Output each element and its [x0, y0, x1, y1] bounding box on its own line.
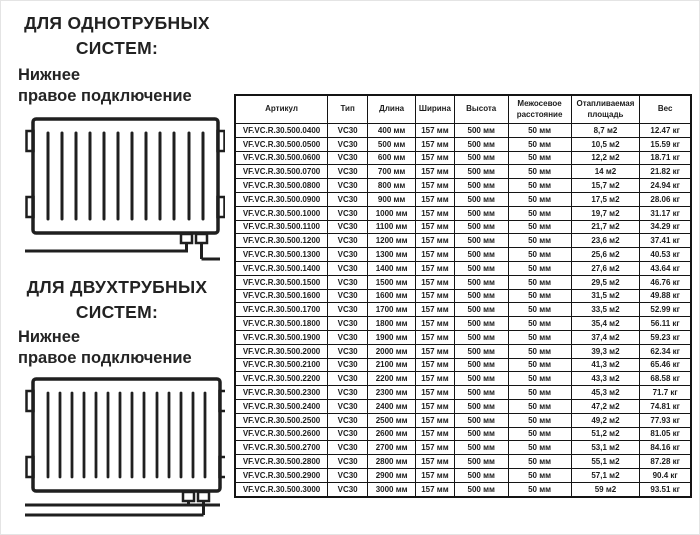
table-cell: 400 мм	[368, 124, 416, 138]
table-cell: 500 мм	[454, 303, 508, 317]
table-cell: 2100 мм	[368, 358, 416, 372]
table-cell: 500 мм	[454, 234, 508, 248]
section-title-one-pipe-line2: СИСТЕМ:	[75, 38, 159, 59]
table-cell: 800 мм	[368, 179, 416, 193]
table-cell: VF.VC.R.30.500.0400	[235, 124, 328, 138]
table-cell: 50 мм	[508, 441, 571, 455]
table-row	[235, 192, 691, 206]
table-cell: 90.4 кг	[640, 468, 691, 482]
table-cell: 84.16 кг	[640, 441, 691, 455]
table-cell: 500 мм	[454, 165, 508, 179]
table-cell: VC30	[328, 220, 368, 234]
table-cell: 1300 мм	[368, 248, 416, 262]
table-cell: 500 мм	[454, 248, 508, 262]
section-subtitle-one-pipe-line1: Нижнее	[18, 66, 81, 84]
table-cell: 50 мм	[508, 468, 571, 482]
table-cell: VF.VC.R.30.500.1100	[235, 220, 328, 234]
table-cell: 50 мм	[508, 137, 571, 151]
table-cell: 1700 мм	[368, 303, 416, 317]
table-cell: VF.VC.R.30.500.2600	[235, 427, 328, 441]
table-cell: VF.VC.R.30.500.1700	[235, 303, 328, 317]
table-cell: VF.VC.R.30.500.2800	[235, 455, 328, 469]
table-cell: VF.VC.R.30.500.3000	[235, 482, 328, 496]
table-cell: VC30	[328, 317, 368, 331]
table-cell: 39,3 м2	[571, 344, 640, 358]
table-cell: 2900 мм	[368, 468, 416, 482]
table-cell: VF.VC.R.30.500.0700	[235, 165, 328, 179]
table-cell: 157 мм	[416, 372, 455, 386]
table-cell: VC30	[328, 372, 368, 386]
table-cell: 15.59 кг	[640, 137, 691, 151]
table-cell: VC30	[328, 151, 368, 165]
table-cell: VF.VC.R.30.500.2100	[235, 358, 328, 372]
table-cell: 56.11 кг	[640, 317, 691, 331]
table-cell: 50 мм	[508, 317, 571, 331]
table-cell: 59.23 кг	[640, 330, 691, 344]
table-cell: 500 мм	[454, 261, 508, 275]
table-cell: 18.71 кг	[640, 151, 691, 165]
table-cell: VC30	[328, 275, 368, 289]
table-cell: 50 мм	[508, 455, 571, 469]
radiator-diagram-single-pipe-icon	[21, 115, 225, 265]
column-header: Вес	[640, 95, 691, 124]
table-cell: 157 мм	[416, 179, 455, 193]
table-cell: 157 мм	[416, 124, 455, 138]
table-cell: 157 мм	[416, 386, 455, 400]
section-title-two-pipe-line1: ДЛЯ ДВУХТРУБНЫХ	[26, 277, 208, 297]
table-cell: 1600 мм	[368, 289, 416, 303]
column-header: Артикул	[235, 95, 328, 124]
table-cell: 157 мм	[416, 275, 455, 289]
table-cell: VC30	[328, 468, 368, 482]
table-header-row	[235, 95, 691, 124]
column-header: Отапливаемая площадь	[571, 95, 640, 124]
table-cell: VF.VC.R.30.500.0600	[235, 151, 328, 165]
table-cell: 52.99 кг	[640, 303, 691, 317]
table-cell: 37.41 кг	[640, 234, 691, 248]
table-cell: 45,3 м2	[571, 386, 640, 400]
table-row	[235, 206, 691, 220]
table-cell: VC30	[328, 261, 368, 275]
table-cell: VC30	[328, 358, 368, 372]
table-cell: 50 мм	[508, 261, 571, 275]
table-cell: 50 мм	[508, 234, 571, 248]
table-cell: 10,5 м2	[571, 137, 640, 151]
table-cell: VC30	[328, 303, 368, 317]
table-cell: 71.7 кг	[640, 386, 691, 400]
table-cell: 8,7 м2	[571, 124, 640, 138]
table-cell: 700 мм	[368, 165, 416, 179]
table-cell: VC30	[328, 413, 368, 427]
table-cell: 59 м2	[571, 482, 640, 496]
table-cell: 500 мм	[454, 482, 508, 496]
table-cell: 21.82 кг	[640, 165, 691, 179]
table-row	[235, 151, 691, 165]
table-cell: VF.VC.R.30.500.1800	[235, 317, 328, 331]
table-cell: VF.VC.R.30.500.2900	[235, 468, 328, 482]
table-cell: 50 мм	[508, 179, 571, 193]
table-cell: 21,7 м2	[571, 220, 640, 234]
table-cell: 157 мм	[416, 303, 455, 317]
table-cell: 23,6 м2	[571, 234, 640, 248]
table-cell: VC30	[328, 344, 368, 358]
table-cell: 50 мм	[508, 289, 571, 303]
spec-table-container	[234, 94, 692, 498]
table-cell: VC30	[328, 206, 368, 220]
table-cell: 24.94 кг	[640, 179, 691, 193]
table-cell: 1200 мм	[368, 234, 416, 248]
table-cell: VF.VC.R.30.500.1300	[235, 248, 328, 262]
section-subtitle-two-pipe-line2: правое подключение	[18, 348, 192, 367]
table-cell: VC30	[328, 482, 368, 496]
table-cell: 157 мм	[416, 234, 455, 248]
column-header: Тип	[328, 95, 368, 124]
table-cell: 157 мм	[416, 344, 455, 358]
table-cell: VF.VC.R.30.500.1000	[235, 206, 328, 220]
table-cell: 900 мм	[368, 192, 416, 206]
table-cell: 50 мм	[508, 482, 571, 496]
table-cell: 157 мм	[416, 399, 455, 413]
radiator-diagram-two-pipe-icon	[21, 373, 225, 523]
table-cell: VF.VC.R.30.500.2000	[235, 344, 328, 358]
table-cell: 157 мм	[416, 192, 455, 206]
table-cell: 2400 мм	[368, 399, 416, 413]
table-row	[235, 261, 691, 275]
table-cell: 500 мм	[454, 317, 508, 331]
table-row	[235, 330, 691, 344]
table-cell: 157 мм	[416, 441, 455, 455]
table-cell: 50 мм	[508, 358, 571, 372]
table-cell: 15,7 м2	[571, 179, 640, 193]
column-header: Высота	[454, 95, 508, 124]
table-cell: 81.05 кг	[640, 427, 691, 441]
table-cell: 500 мм	[368, 137, 416, 151]
table-cell: 500 мм	[454, 386, 508, 400]
table-cell: VC30	[328, 427, 368, 441]
table-cell: 157 мм	[416, 137, 455, 151]
table-row	[235, 344, 691, 358]
table-cell: 19,7 м2	[571, 206, 640, 220]
table-row	[235, 358, 691, 372]
table-cell: VF.VC.R.30.500.1200	[235, 234, 328, 248]
table-cell: 2500 мм	[368, 413, 416, 427]
table-cell: 25,6 м2	[571, 248, 640, 262]
table-cell: 2700 мм	[368, 441, 416, 455]
table-cell: 600 мм	[368, 151, 416, 165]
table-row	[235, 275, 691, 289]
table-cell: 12.47 кг	[640, 124, 691, 138]
table-cell: 500 мм	[454, 151, 508, 165]
table-cell: 31,5 м2	[571, 289, 640, 303]
table-cell: 157 мм	[416, 330, 455, 344]
table-row	[235, 427, 691, 441]
table-row	[235, 248, 691, 262]
table-cell: 43.64 кг	[640, 261, 691, 275]
table-cell: 500 мм	[454, 275, 508, 289]
table-cell: 157 мм	[416, 317, 455, 331]
table-cell: 14 м2	[571, 165, 640, 179]
table-cell: 1500 мм	[368, 275, 416, 289]
table-cell: VF.VC.R.30.500.2500	[235, 413, 328, 427]
table-row	[235, 220, 691, 234]
table-cell: 37,4 м2	[571, 330, 640, 344]
section-subtitle-one-pipe-line2: правое подключение	[18, 86, 192, 105]
column-header: Длина	[368, 95, 416, 124]
table-cell: VF.VC.R.30.500.1600	[235, 289, 328, 303]
table-cell: VC30	[328, 248, 368, 262]
table-cell: 157 мм	[416, 427, 455, 441]
table-body	[235, 124, 691, 497]
table-cell: 1800 мм	[368, 317, 416, 331]
table-cell: VC30	[328, 441, 368, 455]
table-cell: 50 мм	[508, 344, 571, 358]
table-cell: 50 мм	[508, 386, 571, 400]
table-cell: 2000 мм	[368, 344, 416, 358]
table-cell: 50 мм	[508, 206, 571, 220]
table-cell: 157 мм	[416, 165, 455, 179]
table-cell: VC30	[328, 179, 368, 193]
table-cell: 500 мм	[454, 468, 508, 482]
table-cell: 157 мм	[416, 248, 455, 262]
column-header: Межосевое расстояние	[508, 95, 571, 124]
table-cell: 2800 мм	[368, 455, 416, 469]
table-cell: VF.VC.R.30.500.0500	[235, 137, 328, 151]
table-cell: 50 мм	[508, 330, 571, 344]
spec-table	[234, 94, 692, 498]
table-cell: 62.34 кг	[640, 344, 691, 358]
table-cell: 157 мм	[416, 482, 455, 496]
table-cell: 27,6 м2	[571, 261, 640, 275]
table-row	[235, 165, 691, 179]
table-cell: 50 мм	[508, 427, 571, 441]
section-subtitle-one-pipe	[18, 65, 226, 106]
table-cell: 50 мм	[508, 192, 571, 206]
table-cell: VF.VC.R.30.500.0800	[235, 179, 328, 193]
table-cell: 50 мм	[508, 275, 571, 289]
table-cell: 49,2 м2	[571, 413, 640, 427]
table-cell: VF.VC.R.30.500.2300	[235, 386, 328, 400]
table-cell: VC30	[328, 455, 368, 469]
table-cell: 500 мм	[454, 358, 508, 372]
table-cell: 46.76 кг	[640, 275, 691, 289]
table-cell: 500 мм	[454, 137, 508, 151]
table-cell: 500 мм	[454, 372, 508, 386]
table-cell: VC30	[328, 399, 368, 413]
table-cell: 50 мм	[508, 151, 571, 165]
table-cell: 157 мм	[416, 468, 455, 482]
table-row	[235, 303, 691, 317]
table-cell: 157 мм	[416, 206, 455, 220]
table-cell: 500 мм	[454, 427, 508, 441]
table-cell: VC30	[328, 289, 368, 303]
table-cell: 50 мм	[508, 372, 571, 386]
table-cell: VF.VC.R.30.500.1500	[235, 275, 328, 289]
table-cell: 50 мм	[508, 165, 571, 179]
table-cell: 500 мм	[454, 330, 508, 344]
table-cell: 2300 мм	[368, 386, 416, 400]
table-row	[235, 441, 691, 455]
table-cell: 2600 мм	[368, 427, 416, 441]
table-cell: 157 мм	[416, 261, 455, 275]
table-row	[235, 137, 691, 151]
table-cell: 49.88 кг	[640, 289, 691, 303]
table-row	[235, 455, 691, 469]
table-cell: 50 мм	[508, 399, 571, 413]
section-title-two-pipe	[13, 275, 221, 326]
table-cell: VF.VC.R.30.500.1400	[235, 261, 328, 275]
table-cell: 157 мм	[416, 289, 455, 303]
table-cell: 34.29 кг	[640, 220, 691, 234]
table-cell: 2200 мм	[368, 372, 416, 386]
table-cell: VC30	[328, 330, 368, 344]
table-cell: 500 мм	[454, 179, 508, 193]
table-row	[235, 179, 691, 193]
table-row	[235, 317, 691, 331]
table-cell: 29,5 м2	[571, 275, 640, 289]
table-cell: 157 мм	[416, 220, 455, 234]
table-row	[235, 372, 691, 386]
table-cell: 50 мм	[508, 413, 571, 427]
table-cell: 87.28 кг	[640, 455, 691, 469]
table-cell: VC30	[328, 386, 368, 400]
table-cell: 157 мм	[416, 413, 455, 427]
table-cell: 1000 мм	[368, 206, 416, 220]
table-cell: VC30	[328, 234, 368, 248]
table-cell: 3000 мм	[368, 482, 416, 496]
table-cell: 50 мм	[508, 124, 571, 138]
table-cell: 50 мм	[508, 220, 571, 234]
table-cell: VC30	[328, 137, 368, 151]
table-cell: 65.46 кг	[640, 358, 691, 372]
table-cell: 500 мм	[454, 399, 508, 413]
table-row	[235, 482, 691, 496]
table-row	[235, 399, 691, 413]
table-cell: 500 мм	[454, 441, 508, 455]
table-cell: VF.VC.R.30.500.0900	[235, 192, 328, 206]
table-cell: 77.93 кг	[640, 413, 691, 427]
table-cell: 12,2 м2	[571, 151, 640, 165]
table-cell: 51,2 м2	[571, 427, 640, 441]
table-row	[235, 234, 691, 248]
table-row	[235, 413, 691, 427]
table-cell: 500 мм	[454, 344, 508, 358]
table-cell: 157 мм	[416, 455, 455, 469]
table-cell: 500 мм	[454, 289, 508, 303]
table-cell: VC30	[328, 165, 368, 179]
table-cell: 1400 мм	[368, 261, 416, 275]
table-cell: 33,5 м2	[571, 303, 640, 317]
table-cell: 43,3 м2	[571, 372, 640, 386]
column-header: Ширина	[416, 95, 455, 124]
table-row	[235, 468, 691, 482]
table-cell: VF.VC.R.30.500.2700	[235, 441, 328, 455]
table-cell: VC30	[328, 192, 368, 206]
table-row	[235, 386, 691, 400]
table-cell: 157 мм	[416, 358, 455, 372]
table-cell: 93.51 кг	[640, 482, 691, 496]
table-cell: 41,3 м2	[571, 358, 640, 372]
table-cell: 500 мм	[454, 192, 508, 206]
table-row	[235, 124, 691, 138]
table-cell: VF.VC.R.30.500.2400	[235, 399, 328, 413]
table-cell: VC30	[328, 124, 368, 138]
table-cell: 17,5 м2	[571, 192, 640, 206]
table-cell: 35,4 м2	[571, 317, 640, 331]
table-cell: 500 мм	[454, 206, 508, 220]
table-cell: 50 мм	[508, 248, 571, 262]
table-cell: 500 мм	[454, 220, 508, 234]
table-cell: 28.06 кг	[640, 192, 691, 206]
section-subtitle-two-pipe	[18, 327, 226, 368]
table-cell: VF.VC.R.30.500.2200	[235, 372, 328, 386]
table-cell: 68.58 кг	[640, 372, 691, 386]
table-cell: 55,1 м2	[571, 455, 640, 469]
table-cell: 500 мм	[454, 413, 508, 427]
table-cell: 1100 мм	[368, 220, 416, 234]
table-cell: VF.VC.R.30.500.1900	[235, 330, 328, 344]
table-cell: 31.17 кг	[640, 206, 691, 220]
section-title-two-pipe-line2: СИСТЕМ:	[75, 302, 159, 323]
table-cell: 57,1 м2	[571, 468, 640, 482]
table-cell: 500 мм	[454, 124, 508, 138]
table-cell: 53,1 м2	[571, 441, 640, 455]
table-cell: 157 мм	[416, 151, 455, 165]
table-row	[235, 289, 691, 303]
section-title-one-pipe	[13, 11, 221, 62]
table-cell: 1900 мм	[368, 330, 416, 344]
table-cell: 74.81 кг	[640, 399, 691, 413]
section-title-one-pipe-line1: ДЛЯ ОДНОТРУБНЫХ	[24, 13, 210, 33]
table-cell: 47,2 м2	[571, 399, 640, 413]
section-subtitle-two-pipe-line1: Нижнее	[18, 328, 81, 346]
table-cell: 500 мм	[454, 455, 508, 469]
table-cell: 50 мм	[508, 303, 571, 317]
table-cell: 40.53 кг	[640, 248, 691, 262]
